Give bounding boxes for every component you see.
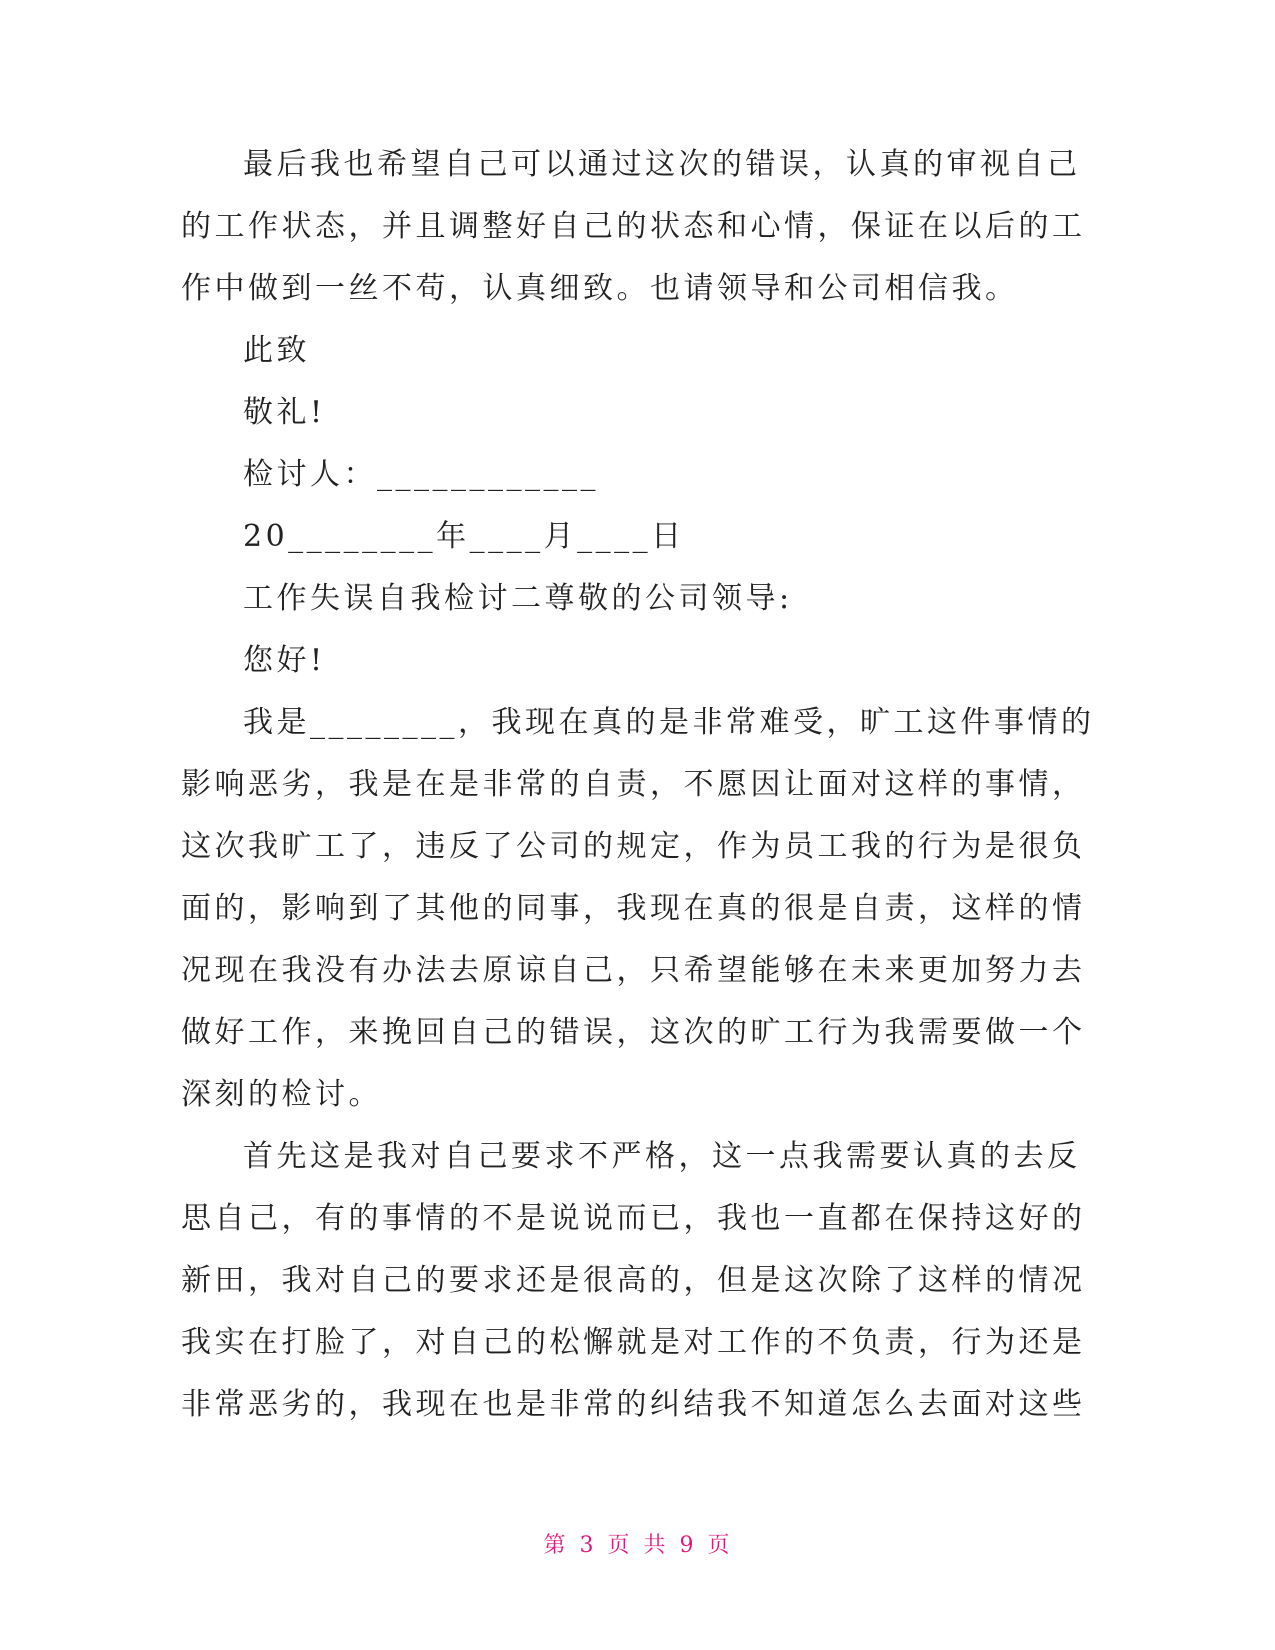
paragraph-line: 非常恶劣的，我现在也是非常的纠结我不知道怎么去面对这些 (181, 1387, 1086, 1422)
paragraph-line: 况现在我没有办法去原谅自己，只希望能够在未来更加努力去 (181, 953, 1086, 988)
paragraph-line: 新田，我对自己的要求还是很高的，但是这次除了这样的情况 (181, 1263, 1086, 1298)
total-pages-number: 9 (679, 1533, 696, 1558)
paragraph-line: 最后我也希望自己可以通过这次的错误，认真的审视自己 (243, 147, 1081, 182)
footer-prefix: 第 (543, 1533, 568, 1558)
paragraph-line: 这次我旷工了，违反了公司的规定，作为员工我的行为是很负 (181, 829, 1086, 864)
date-line: 20________年____月____日 (243, 519, 685, 554)
paragraph-line: 首先这是我对自己要求不严格，这一点我需要认真的去反 (243, 1139, 1081, 1174)
footer-page-word: 页 (607, 1533, 632, 1558)
paragraph-line: 我是________，我现在真的是非常难受，旷工这件事情的 (243, 705, 1095, 740)
paragraph-line: 深刻的检讨。 (181, 1077, 382, 1112)
page-footer (0, 1532, 1275, 1560)
paragraph-line: 做好工作，来挽回自己的错误，这次的旷工行为我需要做一个 (181, 1015, 1086, 1050)
paragraph-line: 作中做到一丝不苟，认真细致。也请领导和公司相信我。 (181, 271, 1019, 306)
paragraph-line: 我实在打脸了，对自己的松懈就是对工作的不负责，行为还是 (181, 1325, 1086, 1360)
paragraph-line: 的工作状态，并且调整好自己的状态和心情，保证在以后的工 (181, 209, 1086, 244)
paragraph-line: 思自己，有的事情的不是说说而已，我也一直都在保持这好的 (181, 1201, 1086, 1236)
footer-suffix: 页 (707, 1533, 732, 1558)
paragraph-line: 面的，影响到了其他的同事，我现在真的很是自责，这样的情 (181, 891, 1086, 926)
salutation-line: 敬礼! (243, 395, 326, 430)
signature-line: 检讨人：____________ (243, 457, 599, 492)
paragraph-line: 影响恶劣，我是在是非常的自责，不愿因让面对这样的事情， (181, 767, 1086, 802)
closing-line: 此致 (243, 333, 310, 368)
section-heading: 工作失误自我检讨二尊敬的公司领导: (243, 581, 793, 616)
footer-total-word: 共 (643, 1533, 668, 1558)
current-page-number: 3 (579, 1533, 596, 1558)
greeting-line: 您好! (243, 643, 326, 678)
